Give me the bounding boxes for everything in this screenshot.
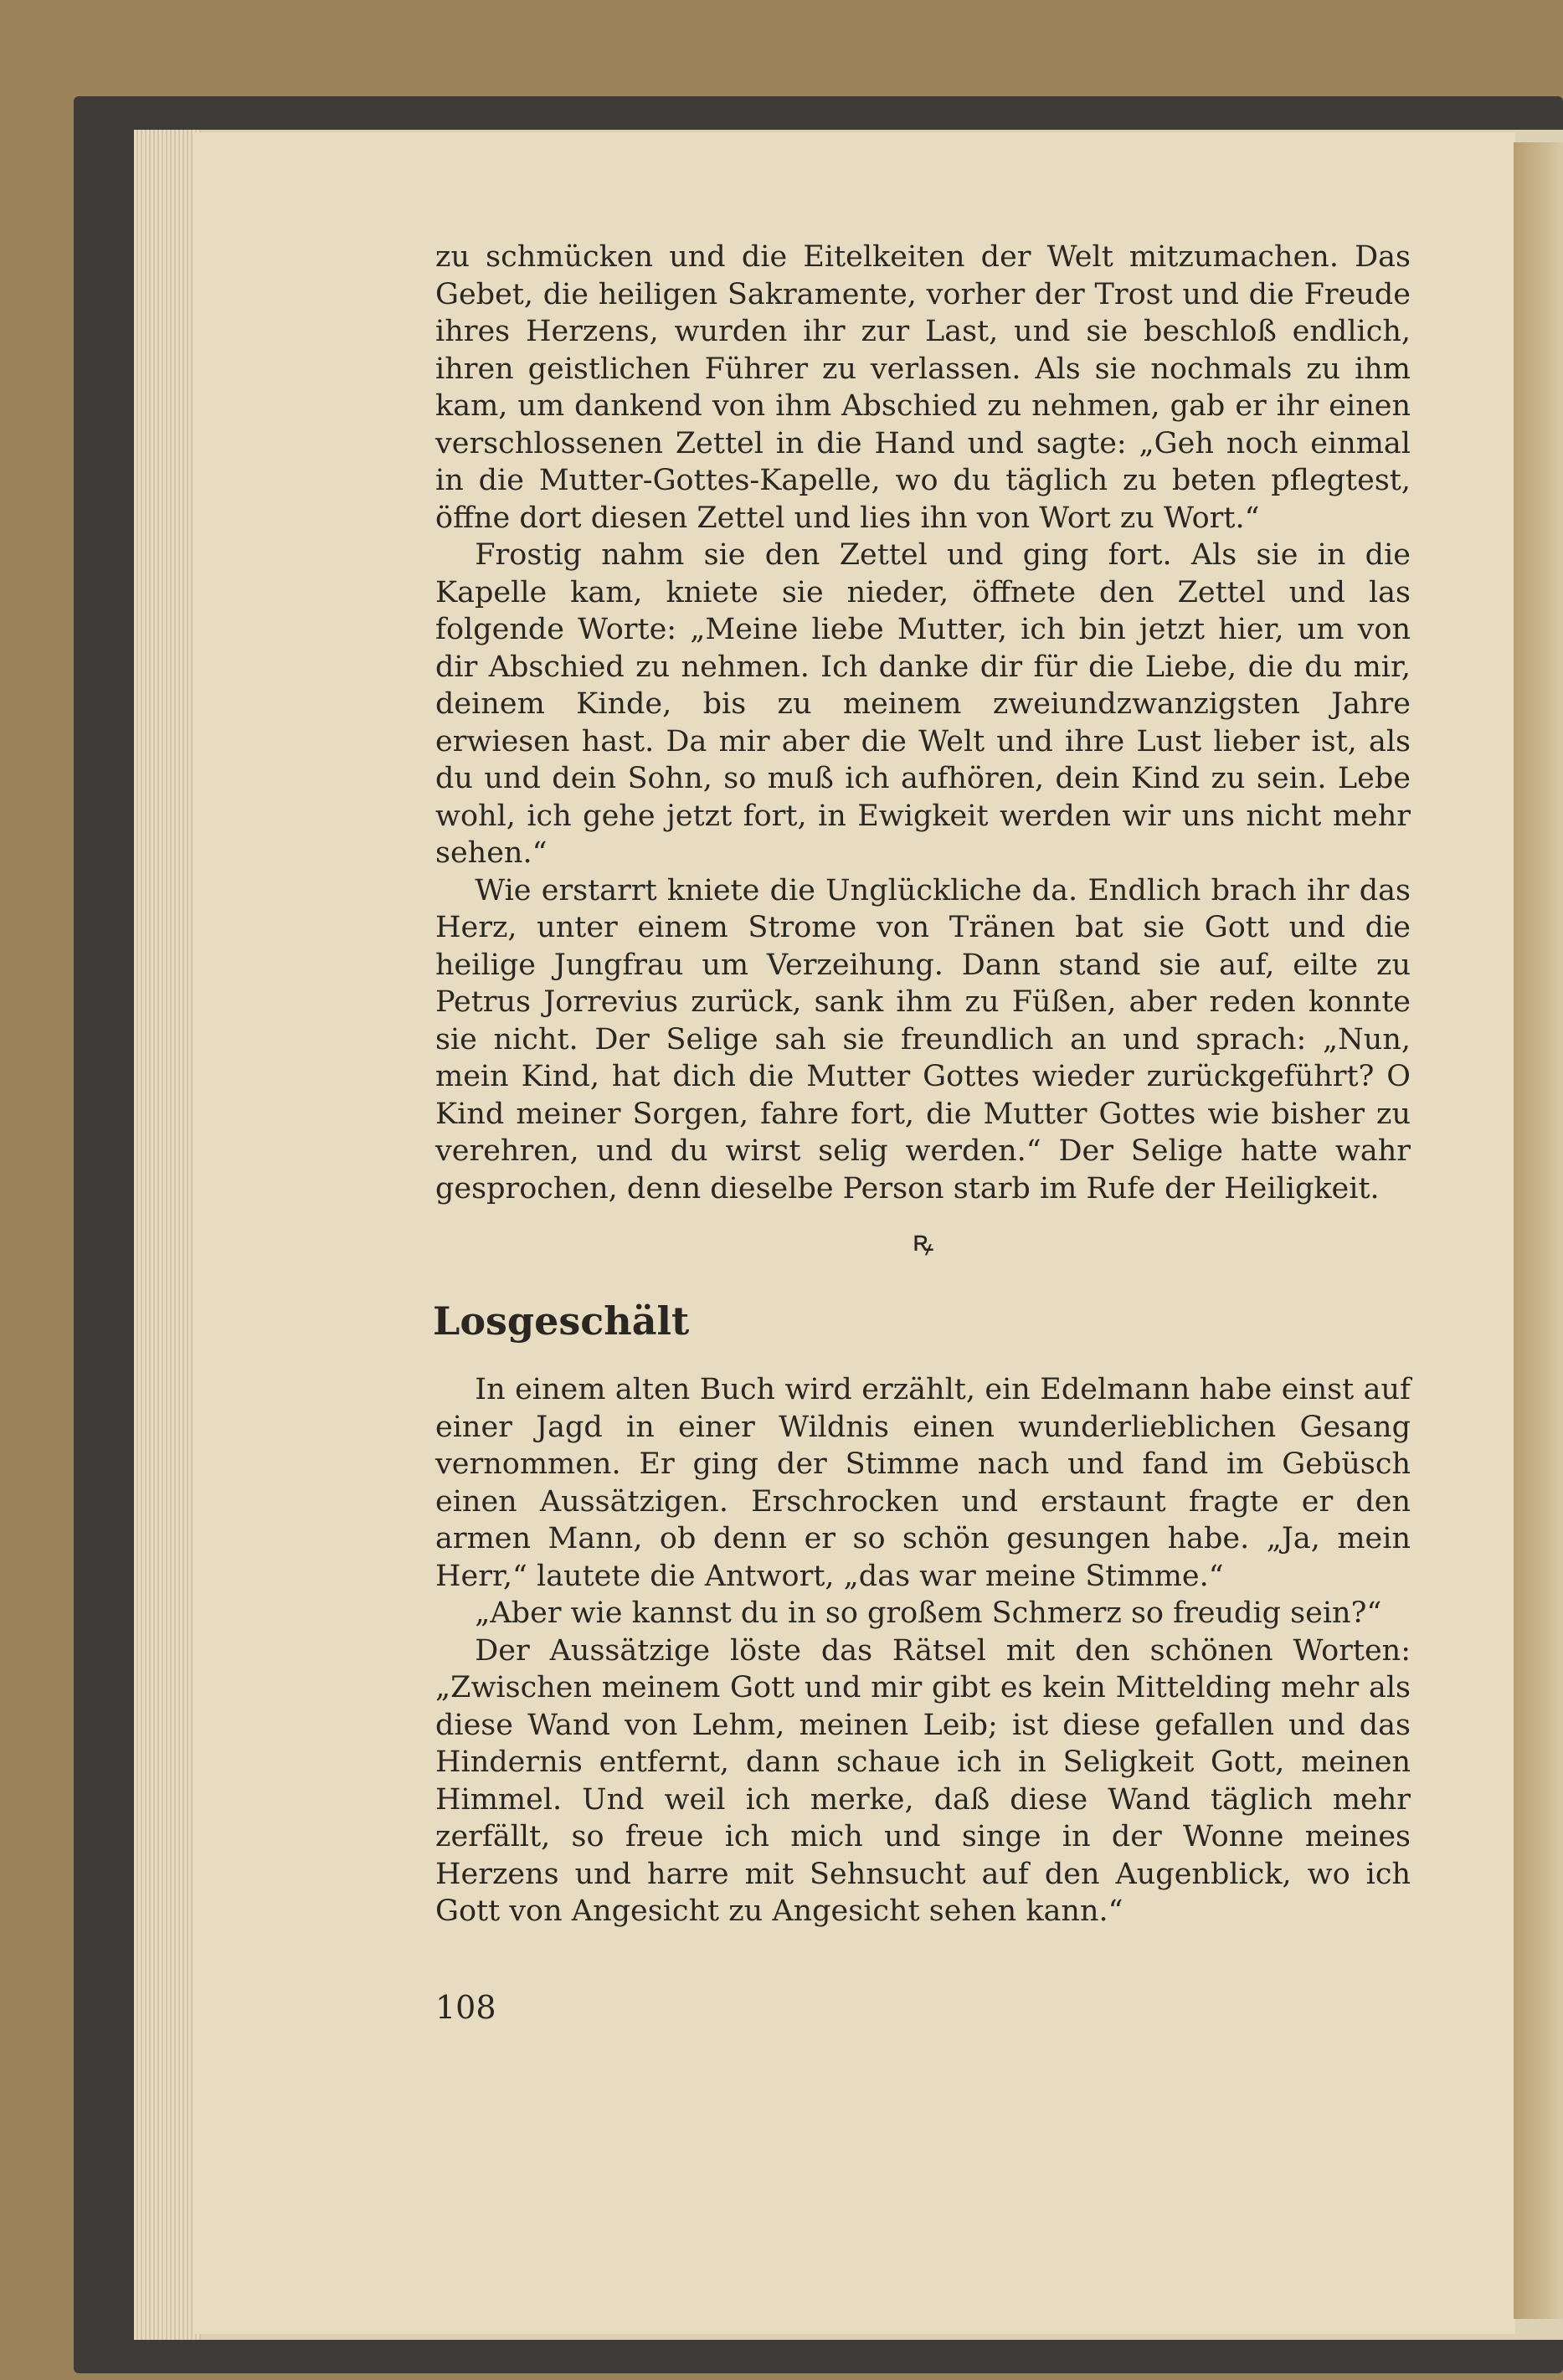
page-number: 108: [435, 1989, 496, 2026]
paragraph: Der Aussätzige löste das Rätsel mit den schönen Worten: „Zwischen meinem Gott und mir gibt es kein Mittelding mehr als diese Wand von Lehm, meinen Leib; ist diese gefallen und das Hindernis entfernt, dann schaue ich in Seligkeit Gott, meinen Himmel. Und weil ich merke, daß diese Wand täglich mehr zerfällt, so freue ich mich und singe in der Wonne meines Herzens und harre mit Sehnsucht auf den Augenblick, wo ich Gott von Angesicht zu Angesicht sehen kann.“: [435, 1633, 1411, 1928]
page-edges: [134, 130, 201, 2340]
paragraph: Frostig nahm sie den Zettel und ging fort. Als sie in die Kapelle kam, kniete sie nieder, öffnete den Zettel und las folgende Worte: „Meine liebe Mutter, ich bin jetzt hier, um von dir Abschied zu nehmen. Ich danke dir für die Liebe, die du mir, deinem Kinde, bis zu meinem zweiundzwanzigsten Jahre erwiesen hast. Da mir aber die Welt und ihre Lust lieber ist, als du und dein Sohn, so muß ich aufhören, dein Kind zu sein. Lebe wohl, ich gehe jetzt fort, in Ewigkeit werden wir uns nicht mehr sehen.“: [435, 538, 1411, 870]
section-ornament: ꝶ: [912, 1225, 934, 1258]
facing-page-edge: [1514, 142, 1563, 2319]
paragraph: In einem alten Buch wird erzählt, ein Edelmann habe einst auf einer Jagd in einer Wildnis einen wunderlieblichen Gesang vernommen. Er ging der Stimme nach und fand im Gebüsch einen Aussätzigen. Erschrocken und erstaunt fragte er den armen Mann, ob denn er so schön gesungen habe. „Ja, mein Herr,“ lautete die Antwort, „das war meine Stimme.“: [435, 1373, 1411, 1593]
paragraph: Wie erstarrt kniete die Unglückliche da. Endlich brach ihr das Herz, unter einem Strome von Tränen bat sie Gott und die heilige Jungfrau um Verzeihung. Dann stand sie auf, eilte zu Petrus Jorrevius zurück, sank ihm zu Füßen, aber reden konnte sie nicht. Der Selige sah sie freundlich an und sprach: „Nun, mein Kind, hat dich die Mutter Gottes wieder zurückgeführt? O Kind meiner Sorgen, fahre fort, die Mutter Gottes wie bisher zu verehren, und du wirst selig werden.“ Der Selige hatte wahr gesprochen, denn dieselbe Person starb im Rufe der Heiligkeit.: [435, 873, 1411, 1205]
section-heading: Losgeschält: [433, 1298, 690, 1344]
page-text: [435, 239, 1411, 1930]
paragraph: zu schmücken und die Eitelkeiten der Welt mitzumachen. Das Gebet, die heiligen Sakramente, vorher der Trost und die Freude ihres Herzens, wurden ihr zur Last, und sie beschloß endlich, ihren geistlichen Führer zu verlassen. Als sie nochmals zu ihm kam, um dankend von ihm Abschied zu nehmen, gab er ihr einen verschlossenen Zettel in die Hand und sagte: „Geh noch einmal in die Mutter-Gottes-Kapelle, wo du täglich zu beten pflegtest, öffne dort diesen Zettel und lies ihn von Wort zu Wort.“: [435, 240, 1411, 535]
paragraph: „Aber wie kannst du in so großem Schmerz so freudig sein?“: [475, 1596, 1382, 1630]
